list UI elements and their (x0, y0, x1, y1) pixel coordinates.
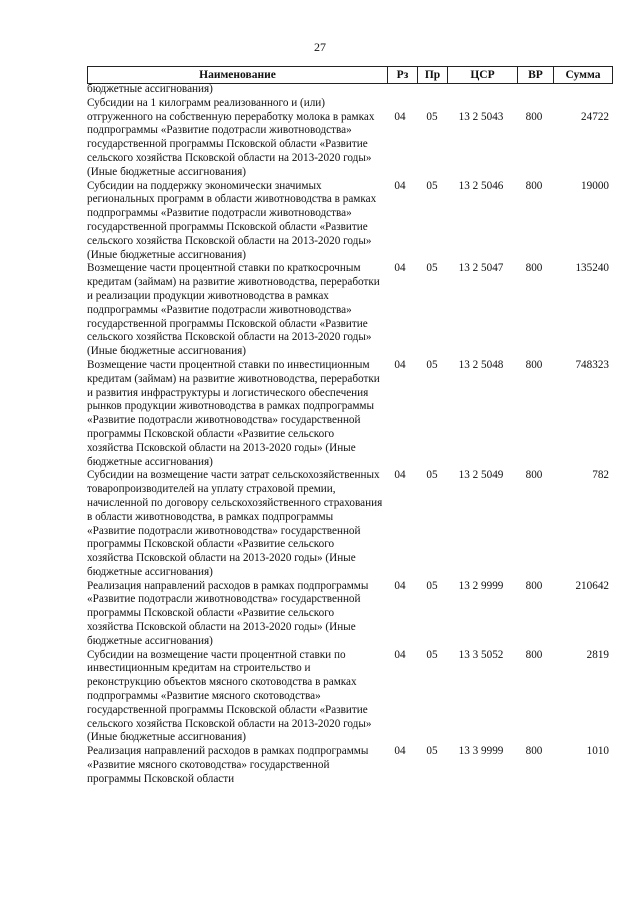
row-csr: 13 2 5048 (458, 358, 504, 371)
row-vr: 800 (525, 358, 543, 371)
row-csr: 13 2 5049 (458, 469, 504, 482)
row-sum: 2819 (586, 648, 609, 661)
row-vr: 800 (525, 110, 543, 123)
row-csr: 13 2 5047 (458, 262, 504, 275)
row-csr: 13 2 5046 (458, 179, 504, 192)
row-csr: 13 3 9999 (458, 745, 504, 758)
table-header (87, 66, 613, 84)
row-name: бюджетные ассигнования) (87, 83, 213, 95)
row-pr: 05 (426, 579, 438, 592)
row-vr: 800 (525, 262, 543, 275)
table-row (87, 469, 613, 579)
table-body (87, 83, 613, 787)
row-sum: 210642 (575, 579, 609, 592)
row-name: Реализация направлений расходов в рамках подпрограммы «Развитие подотрасли животноводства» государственной программы Псковской области «Развитие сельского хозяйства Псковской области на 2013-2020 годы» (Иные бюджетные ассигнования) (87, 579, 369, 647)
header-rz: Рз (387, 67, 417, 83)
row-pr: 05 (426, 358, 438, 371)
row-rz: 04 (394, 262, 406, 275)
row-sum: 24722 (581, 110, 609, 123)
table-row (87, 180, 613, 263)
page-number: 27 (314, 40, 326, 54)
row-rz: 04 (394, 469, 406, 482)
row-name: Субсидии на возмещение части процентной ставки по инвестиционным кредитам на строительство и реконструкцию объектов мясного скотоводства в рамках подпрограммы «Развитие мясного скотоводства» государственной программы Псковской области «Развитие сельского хозяйства Псковской области на 2013-2020 годы» (Иные бюджетные ассигнования) (87, 648, 372, 744)
row-name: Субсидии на поддержку экономически значимых региональных программ в области животноводства в рамках подпрограммы «Развитие подотрасли животноводства» государственной программы Псковской области «Развитие сельского хозяйства Псковской области на 2013-2020 годы» (Иные бюджетные ассигнования) (87, 179, 377, 261)
row-rz: 04 (394, 579, 406, 592)
row-name: Субсидии на 1 килограмм реализованного и (или) отгруженного на собственную переработку молока в рамках подпрограммы «Развитие подотрасли животноводства» государственной программы Псковской области «Развитие сельского хозяйства Псковской области на 2013-2020 годы» (Иные бюджетные ассигнования) (87, 96, 375, 178)
row-vr: 800 (525, 179, 543, 192)
table-row (87, 83, 613, 97)
row-sum: 1010 (586, 745, 609, 758)
row-pr: 05 (426, 648, 438, 661)
row-name: Реализация направлений расходов в рамках подпрограммы «Развитие мясного скотоводства» государственной программы Псковской области (87, 745, 369, 785)
row-pr: 05 (426, 745, 438, 758)
row-vr: 800 (525, 648, 543, 661)
row-name: Возмещение части процентной ставки по краткосрочным кредитам (займам) на развитие животноводства, переработки и реализации продукции животноводства в рамках подпрограммы «Развитие подотрасли животноводства» государственной программы Псковской области «Развитие сельского хозяйства Псковской области на 2013-2020 годы» (Иные бюджетные ассигнования) (87, 262, 380, 358)
row-pr: 05 (426, 179, 438, 192)
row-csr: 13 2 9999 (458, 579, 504, 592)
table-row (87, 359, 613, 469)
row-rz: 04 (394, 179, 406, 192)
row-name: Возмещение части процентной ставки по инвестиционным кредитам (займам) на развитие животноводства, переработки и развития инфраструктуры и логистического обеспечения рынков продукции животноводства в рамках подпрограммы «Развитие подотрасли животноводства» государственной программы Псковской области «Развитие сельского хозяйства Псковской области на 2013-2020 годы» (Иные бюджетные ассигнования) (87, 358, 380, 468)
row-pr: 05 (426, 262, 438, 275)
row-vr: 800 (525, 469, 543, 482)
table-row (87, 580, 613, 649)
row-pr: 05 (426, 110, 438, 123)
row-sum: 782 (592, 469, 609, 482)
row-sum: 135240 (575, 262, 609, 275)
header-csr: ЦСР (447, 67, 517, 83)
header-vr: ВР (517, 67, 553, 83)
row-csr: 13 3 5052 (458, 648, 504, 661)
header-name: Наименование (87, 67, 387, 83)
row-name: Субсидии на возмещение части затрат сельскохозяйственных товаропроизводителей на уплату страховой премии, начисленной по договору сельскохозяйственного страхования в области животноводства, в рамках подпрограммы «Развитие подотрасли животноводства» государственной программы Псковской области «Развитие сельского хозяйства Псковской области на 2013-2020 годы» (Иные бюджетные ассигнования) (87, 469, 383, 578)
row-pr: 05 (426, 469, 438, 482)
row-csr: 13 2 5043 (458, 110, 504, 123)
row-rz: 04 (394, 110, 406, 123)
row-rz: 04 (394, 648, 406, 661)
table-row (87, 745, 613, 786)
row-sum: 748323 (575, 358, 609, 371)
header-pr: Пр (417, 67, 447, 83)
header-sum: Сумма (553, 67, 613, 83)
row-rz: 04 (394, 745, 406, 758)
row-vr: 800 (525, 579, 543, 592)
table-row (87, 262, 613, 359)
row-sum: 19000 (581, 179, 609, 192)
row-vr: 800 (525, 745, 543, 758)
row-rz: 04 (394, 358, 406, 371)
table-row (87, 649, 613, 746)
table-row (87, 97, 613, 180)
